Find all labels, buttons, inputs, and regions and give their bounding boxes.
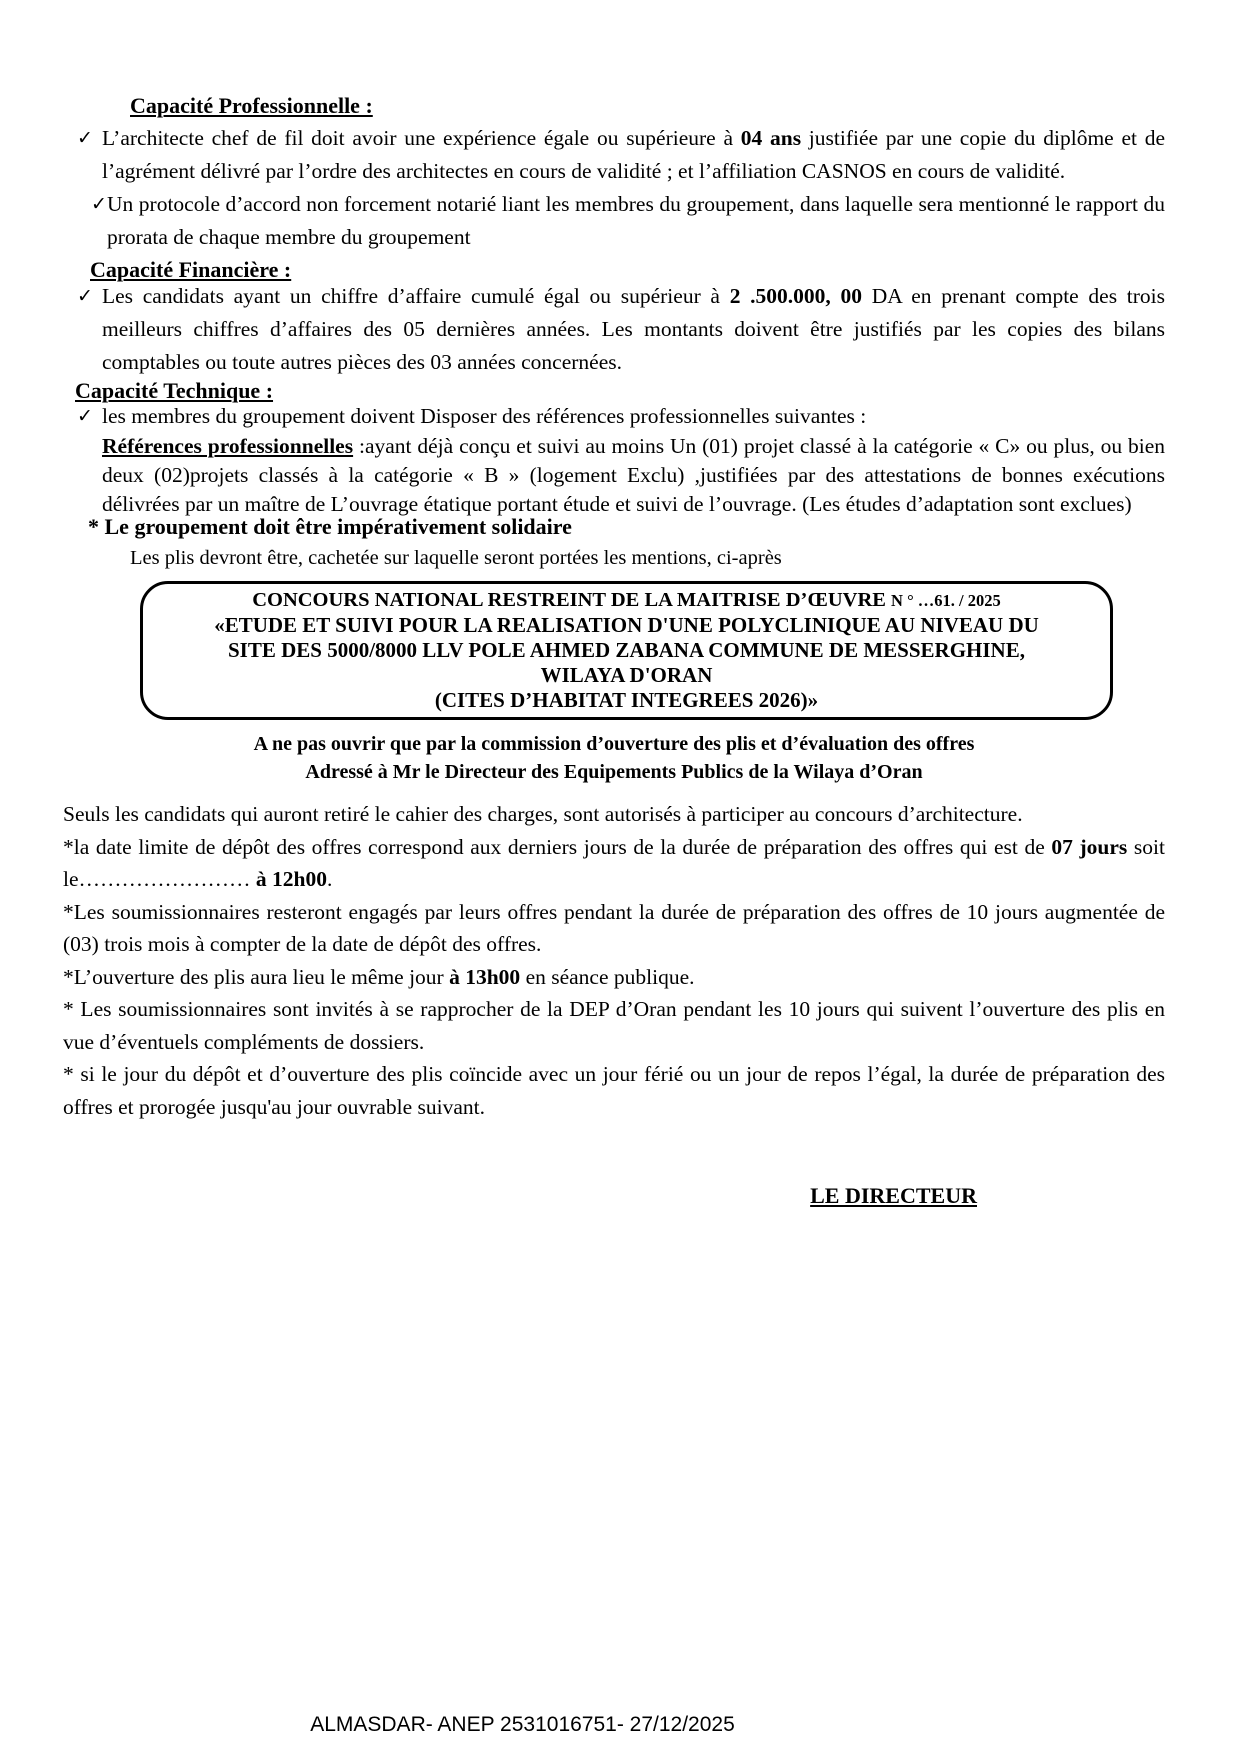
bold-experience-years: 04 ans <box>740 126 802 150</box>
box-line: (CITES D’HABITAT INTEGREES 2026)» <box>434 688 819 712</box>
box-line: «ETUDE ET SUIVI POUR LA REALISATION D'UNE POLYCLINIQUE AU NIVEAU DU <box>214 613 1039 637</box>
note-ne-pas-ouvrir: A ne pas ouvrir que par la commission d’ouverture des plis et d’évaluation des offres <box>253 733 975 755</box>
check-icon: ✓ <box>77 406 93 427</box>
references-text: :ayant déjà conçu et suivi au moins Un (01) projet classé à la catégorie « C» ou plus, ou bien deux (02)projets classés à la catégorie « B » (logement Exclu) ,justifiées par des attestations de bonnes exécutions délivrées par un maître de L’ouvrage étatique portant étude et suivi de l’ouvrage. (Les études d’adaptation sont exclues) <box>102 434 1165 516</box>
bullet-text: DA en prenant compte des trois meilleurs chiffres d’affaires des 05 dernières années. Les montants doivent être justifiés par les copies des bilans comptables ou toute autres pièces des 03 années concernées. <box>102 284 1166 374</box>
bold-07-jours: 07 jours <box>1051 834 1128 859</box>
heading-text: Capacité Financière : <box>90 257 292 282</box>
para-text: en séance publique. <box>520 964 695 989</box>
para-jour-ferie: * si le jour du dépôt et d’ouverture des plis coïncide avec un jour férié ou un jour de repos l’égal, la durée de préparation des offres et prorogée jusqu'au jour ouvrable suivant. <box>63 1062 1165 1119</box>
check-icon: ✓ <box>77 286 93 307</box>
conditions-paragraphs <box>63 798 1165 1123</box>
bullet-text: Les candidats ayant un chiffre d’affaire cumulé égal ou supérieur à <box>102 284 730 308</box>
footer-anep: ALMASDAR- ANEP 2531016751- 27/12/2025 <box>310 1713 735 1736</box>
bold-montant: 2 .500.000, 00 <box>729 284 862 308</box>
para-date-limite <box>63 831 1165 896</box>
box-title-number: N ° …61. / 2025 <box>891 591 1001 610</box>
check-icon: ✓ <box>77 128 93 149</box>
bold-13h00: à 13h00 <box>449 964 521 989</box>
para-text: . <box>327 867 333 891</box>
heading-capacite-professionnelle <box>130 90 1165 122</box>
para-text: soit le…………………… <box>63 834 1165 891</box>
bullet-item-protocole <box>63 188 1165 254</box>
groupement-solidaire-note: * Le groupement doit être impérativement solidaire <box>88 514 572 539</box>
bold-12h00: à 12h00 <box>255 867 327 891</box>
para-complements-dossiers: * Les soumissionnaires sont invités à se rapprocher de la DEP d’Oran pendant les 10 jours qui suivent l’ouverture des plis en vue d’éventuels compléments de dossiers. <box>63 997 1165 1054</box>
references-label: Références professionnelles <box>102 434 354 458</box>
references-paragraph <box>63 432 1165 519</box>
bullet-item-architecte <box>63 122 1165 188</box>
box-line-title <box>151 588 1102 613</box>
box-title-main: CONCOURS NATIONAL RESTREINT DE LA MAITRISE D’ŒUVRE <box>252 589 892 611</box>
para-seuls-candidats: Seuls les candidats qui auront retiré le cahier des charges, sont autorisés à participer au concours d’architecture. <box>63 802 1023 826</box>
heading-text: Capacité Professionnelle : <box>130 93 373 118</box>
bullet-text: L’architecte chef de fil doit avoir une expérience égale ou supérieure à <box>102 126 741 150</box>
bullet-text: justifiée par une copie du diplôme et de l’agrément délivré par l’ordre des architectes en cours de validité ; et l’affiliation CASNOS en cours de validité. <box>102 126 1166 183</box>
para-text: *L’ouverture des plis aura lieu le même jour <box>63 964 450 989</box>
bullet-item-references <box>63 401 1165 432</box>
note-adresse: Adressé à Mr le Directeur des Equipements Publics de la Wilaya d’Oran <box>305 761 923 783</box>
signature-le-directeur: LE DIRECTEUR <box>810 1183 977 1208</box>
signature-block <box>63 1181 1165 1211</box>
plis-instruction: Les plis devront être, cachetée sur laquelle seront portées les mentions, ci-après <box>130 547 782 569</box>
box-line: SITE DES 5000/8000 LLV POLE AHMED ZABANA COMMUNE DE MESSERGHINE, <box>228 638 1025 662</box>
para-soumissionnaires-engages: *Les soumissionnaires resteront engagés par leurs offres pendant la durée de préparation des offres de 10 jours augmentée de (03) trois mois à compter de la date de dépôt des offres. <box>63 899 1165 956</box>
bullet-item-chiffre-affaire <box>63 280 1165 379</box>
para-ouverture-plis <box>63 961 1165 994</box>
envelope-mention-box <box>140 581 1113 720</box>
check-icon: ✓ <box>91 194 107 215</box>
bullet-text: Un protocole d’accord non forcement notarié liant les membres du groupement, dans laquelle sera mentionné le rapport du prorata de chaque membre du groupement <box>107 192 1165 249</box>
heading-text: Capacité Technique : <box>75 378 274 403</box>
box-line: WILAYA D'ORAN <box>540 663 713 687</box>
para-text: *la date limite de dépôt des offres correspond aux derniers jours de la durée de préparation des offres qui est de <box>63 834 1052 859</box>
bullet-text: les membres du groupement doivent Disposer des références professionnelles suivantes : <box>102 404 867 428</box>
